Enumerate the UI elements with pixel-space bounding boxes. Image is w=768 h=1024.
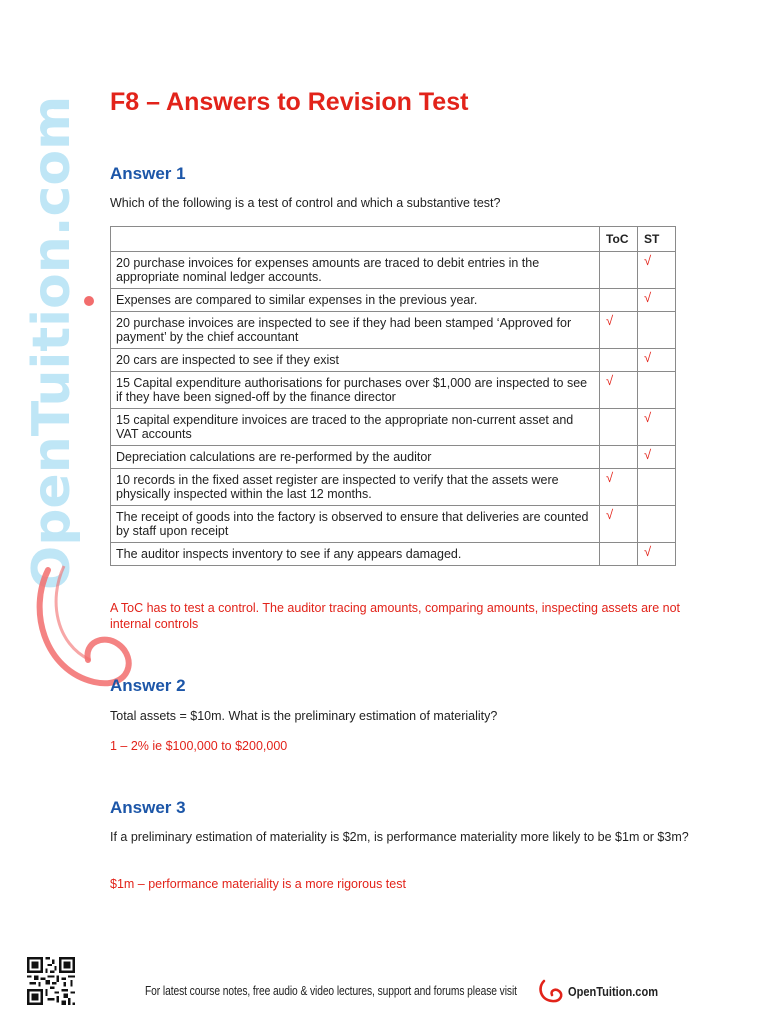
st-check-mark: √ [638,289,676,312]
table-header-st: ST [638,227,676,252]
table-row [111,446,676,469]
page-title: F8 – Answers to Revision Test [110,88,469,116]
st-check-mark: √ [638,409,676,446]
table-row [111,506,676,543]
toc-check-mark: √ [600,506,638,543]
table-row [111,252,676,289]
table-row-description: 20 purchase invoices are inspected to see if they had been stamped ‘Approved for payment’ by the chief accountant [111,312,600,349]
table-row-description: Depreciation calculations are re-performed by the auditor [111,446,600,469]
answer-2-question: Total assets = $10m. What is the preliminary estimation of materiality? [110,709,498,723]
st-check-mark [638,469,676,506]
answer-1-question: Which of the following is a test of control and which a substantive test? [110,196,501,210]
answer-2-heading: Answer 2 [110,676,186,695]
st-check-mark [638,506,676,543]
opentuition-logo-icon[interactable] [538,978,566,1004]
table-row [111,289,676,312]
toc-check-mark [600,252,638,289]
table-row-description: 20 cars are inspected to see if they exist [111,349,600,372]
table-row-description: Expenses are compared to similar expenses in the previous year. [111,289,600,312]
table-header-description [111,227,600,252]
control-test-table [110,226,676,566]
toc-check-mark [600,409,638,446]
toc-check-mark [600,446,638,469]
answer-1-answer: A ToC has to test a control. The auditor tracing amounts, comparing amounts, inspecting assets are not internal controls [110,601,680,631]
table-header-toc: ToC [600,227,638,252]
table-row [111,543,676,566]
st-check-mark: √ [638,446,676,469]
watermark-text: OpenTuition.com [22,95,82,590]
table-row [111,312,676,349]
st-check-mark [638,312,676,349]
qr-code-icon[interactable] [27,957,75,1005]
answer-3-heading: Answer 3 [110,798,186,817]
toc-check-mark [600,543,638,566]
watermark-dot [84,296,94,306]
table-row [111,409,676,446]
st-check-mark: √ [638,252,676,289]
toc-check-mark [600,289,638,312]
table-row-description: The receipt of goods into the factory is observed to ensure that deliveries are counted by staff upon receipt [111,506,600,543]
footer-logo-text[interactable]: OpenTuition.com [568,984,659,999]
answer-3-answer: $1m – performance materiality is a more rigorous test [110,877,406,891]
toc-check-mark [600,349,638,372]
st-check-mark: √ [638,543,676,566]
table-row-description: The auditor inspects inventory to see if any appears damaged. [111,543,600,566]
toc-check-mark: √ [600,312,638,349]
page-footer [0,950,768,1010]
table-row-description: 15 Capital expenditure authorisations for purchases over $1,000 are inspected to see if they have been signed-off by the finance director [111,372,600,409]
table-row [111,349,676,372]
st-check-mark: √ [638,349,676,372]
table-row [111,469,676,506]
st-check-mark [638,372,676,409]
toc-check-mark: √ [600,469,638,506]
table-row [111,372,676,409]
table-row-description: 20 purchase invoices for expenses amounts are traced to debit entries in the appropriate nominal ledger accounts. [111,252,600,289]
answer-1-heading: Answer 1 [110,164,186,183]
footer-text: For latest course notes, free audio & video lectures, support and forums please visit [145,984,517,998]
answer-2-answer: 1 – 2% ie $100,000 to $200,000 [110,739,288,753]
table-row-description: 15 capital expenditure invoices are traced to the appropriate non-current asset and VAT accounts [111,409,600,446]
table-row-description: 10 records in the fixed asset register are inspected to verify that the assets were physically inspected within the last 12 months. [111,469,600,506]
toc-check-mark: √ [600,372,638,409]
table-header-row [111,227,676,252]
answer-3-question: If a preliminary estimation of materiality is $2m, is performance materiality more likely to be $1m or $3m? [110,830,689,844]
